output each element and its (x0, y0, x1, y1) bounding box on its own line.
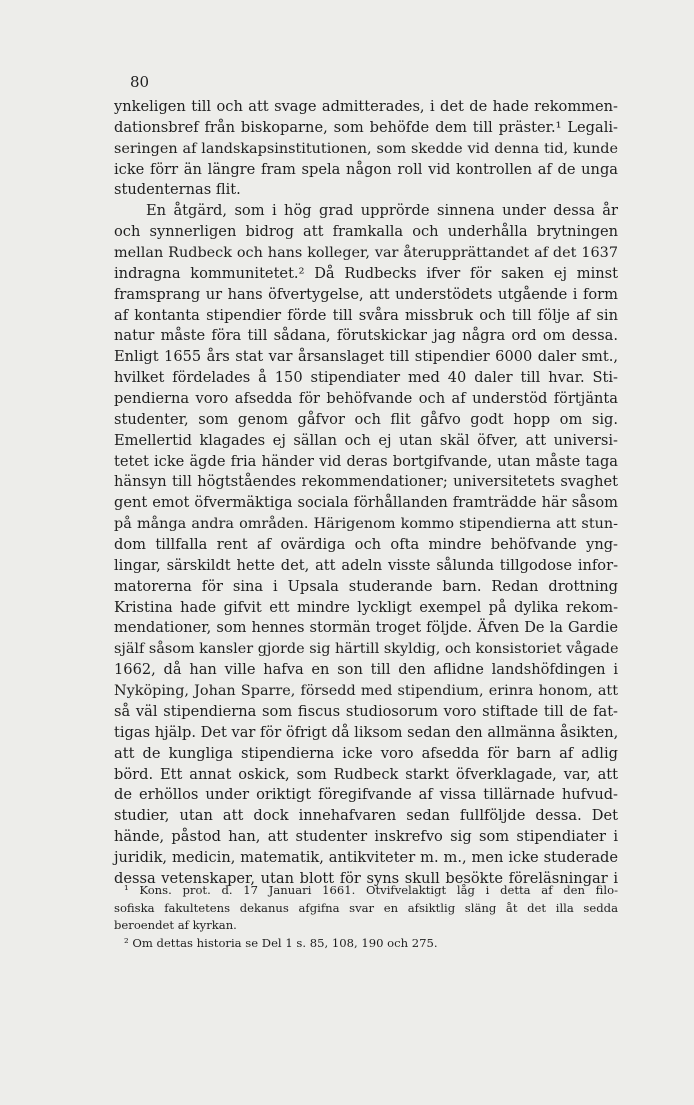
footnote-line: ¹ Kons. prot. d. 17 Januari 1661. Otvifvelaktigt låg i detta af den filo- (124, 883, 618, 897)
text-line: indragna kommunitetet.² Då Rudbecks ifver för saken ej minst (114, 264, 618, 282)
text-line: själf såsom kansler gjorde sig härtill skyldig, och konsistoriet vågade (114, 641, 619, 658)
text-line: så väl stipendierna som fiscus studiosorum voro stiftade till de fat- (114, 702, 618, 720)
text-line: seringen af landskapsinstitutionen, som skedde vid denna tid, kunde (114, 140, 618, 157)
footnotes (114, 882, 618, 952)
page-number: 80 (130, 73, 150, 91)
text-line: framsprang ur hans öfvertygelse, att understödets utgående i form (114, 285, 618, 303)
text-line: 1662, då han ville hafva en son till den aflidne landshöfdingen i (114, 661, 618, 679)
text-line: hvilket fördelades å 150 stipendiater med 40 daler till hvar. Sti- (114, 369, 618, 387)
text-line: natur måste föra till sådana, förutskickar jag några ord om dessa. (114, 327, 618, 345)
footnote-line: ² Om dettas historia se Del 1 s. 85, 108, 190 och 275. (124, 935, 438, 950)
text-line: lingar, särskildt hette det, att adeln visste sålunda tillgodose infor- (114, 556, 618, 574)
text-line: studier, utan att dock innehafvaren sedan fullföljde dessa. Det (114, 807, 618, 825)
text-line: icke förr än längre fram spela någon roll vid kontrollen af de unga (114, 160, 618, 178)
text-line: studenternas flit. (114, 181, 241, 199)
footnote-line: sofiska fakultetens dekanus afgifna svar en afsiktlig släng åt det illa sedda (114, 900, 618, 915)
text-line: hände, påstod han, att studenter inskrefvo sig som stipendiater i (114, 828, 618, 846)
text-line: juridik, medicin, matematik, antikviteter m. m., men icke studerade (114, 848, 618, 866)
text-line: ynkeligen till och att svage admitterades, i det de hade rekommen- (114, 98, 618, 115)
text-line: tigas hjälp. Det var för öfrigt då liksom sedan den allmänna åsikten, (114, 723, 619, 741)
text-line: att de kungliga stipendierna icke voro afsedda för barn af adlig (114, 744, 618, 762)
text-line: Nyköping, Johan Sparre, försedd med stipendium, erinra honom, att (114, 683, 618, 700)
text-line: dessa vetenskaper, utan blott för syns skull besökte föreläsningar i (114, 869, 618, 887)
text-line: pendierna voro afsedda för behöfvande och af understöd förtjänta (114, 390, 618, 408)
text-line: Emellertid klagades ej sällan och ej utan skäl öfver, att universi- (114, 431, 618, 449)
text-line: tetet icke ägde fria händer vid deras bortgifvande, utan måste taga (114, 452, 618, 470)
text-line: dationsbref från biskoparne, som behöfde dem till präster.¹ Legali- (114, 118, 618, 136)
text-line: de erhöllos under oriktigt föregifvande af vissa tillärnade hufvud- (114, 786, 618, 804)
text-line: studenter, som genom gåfvor och flit gåfvo godt hopp om sig. (114, 410, 618, 428)
text-line: matorerna för sina i Upsala studerande barn. Redan drottning (114, 577, 618, 595)
text-line: En åtgärd, som i hög grad upprörde sinnena under dessa år (146, 202, 618, 220)
footnote-line: beroendet af kyrkan. (114, 918, 237, 932)
text-line: af kontanta stipendier förde till svåra missbruk och till följe af sin (114, 306, 618, 324)
text-line: Kristina hade gifvit ett mindre lyckligt exempel på dylika rekom- (114, 598, 618, 616)
text-line: börd. Ett annat oskick, som Rudbeck starkt öfverklagade, var, att (114, 765, 618, 783)
text-line: hänsyn till högtståendes rekommendationer; universitetets svaghet (114, 473, 618, 491)
text-line: gent emot öfvermäktiga sociala förhållanden framträdde här såsom (114, 494, 618, 512)
body-text (114, 97, 618, 890)
text-line: Enligt 1655 års stat var årsanslaget till stipendier 6000 daler smt., (114, 348, 618, 366)
text-line: och synnerligen bidrog att framkalla och underhålla brytningen (114, 223, 618, 241)
text-line: dom tillfalla rent af ovärdiga och ofta mindre behöfvande yng- (114, 536, 618, 554)
text-line: på många andra områden. Härigenom kommo stipendierna att stun- (114, 516, 618, 533)
text-line: mellan Rudbeck och hans kolleger, var återupprättandet af det 1637 (114, 245, 618, 262)
text-line: mendationer, som hennes stormän troget följde. Äfven De la Gardie (114, 619, 618, 637)
